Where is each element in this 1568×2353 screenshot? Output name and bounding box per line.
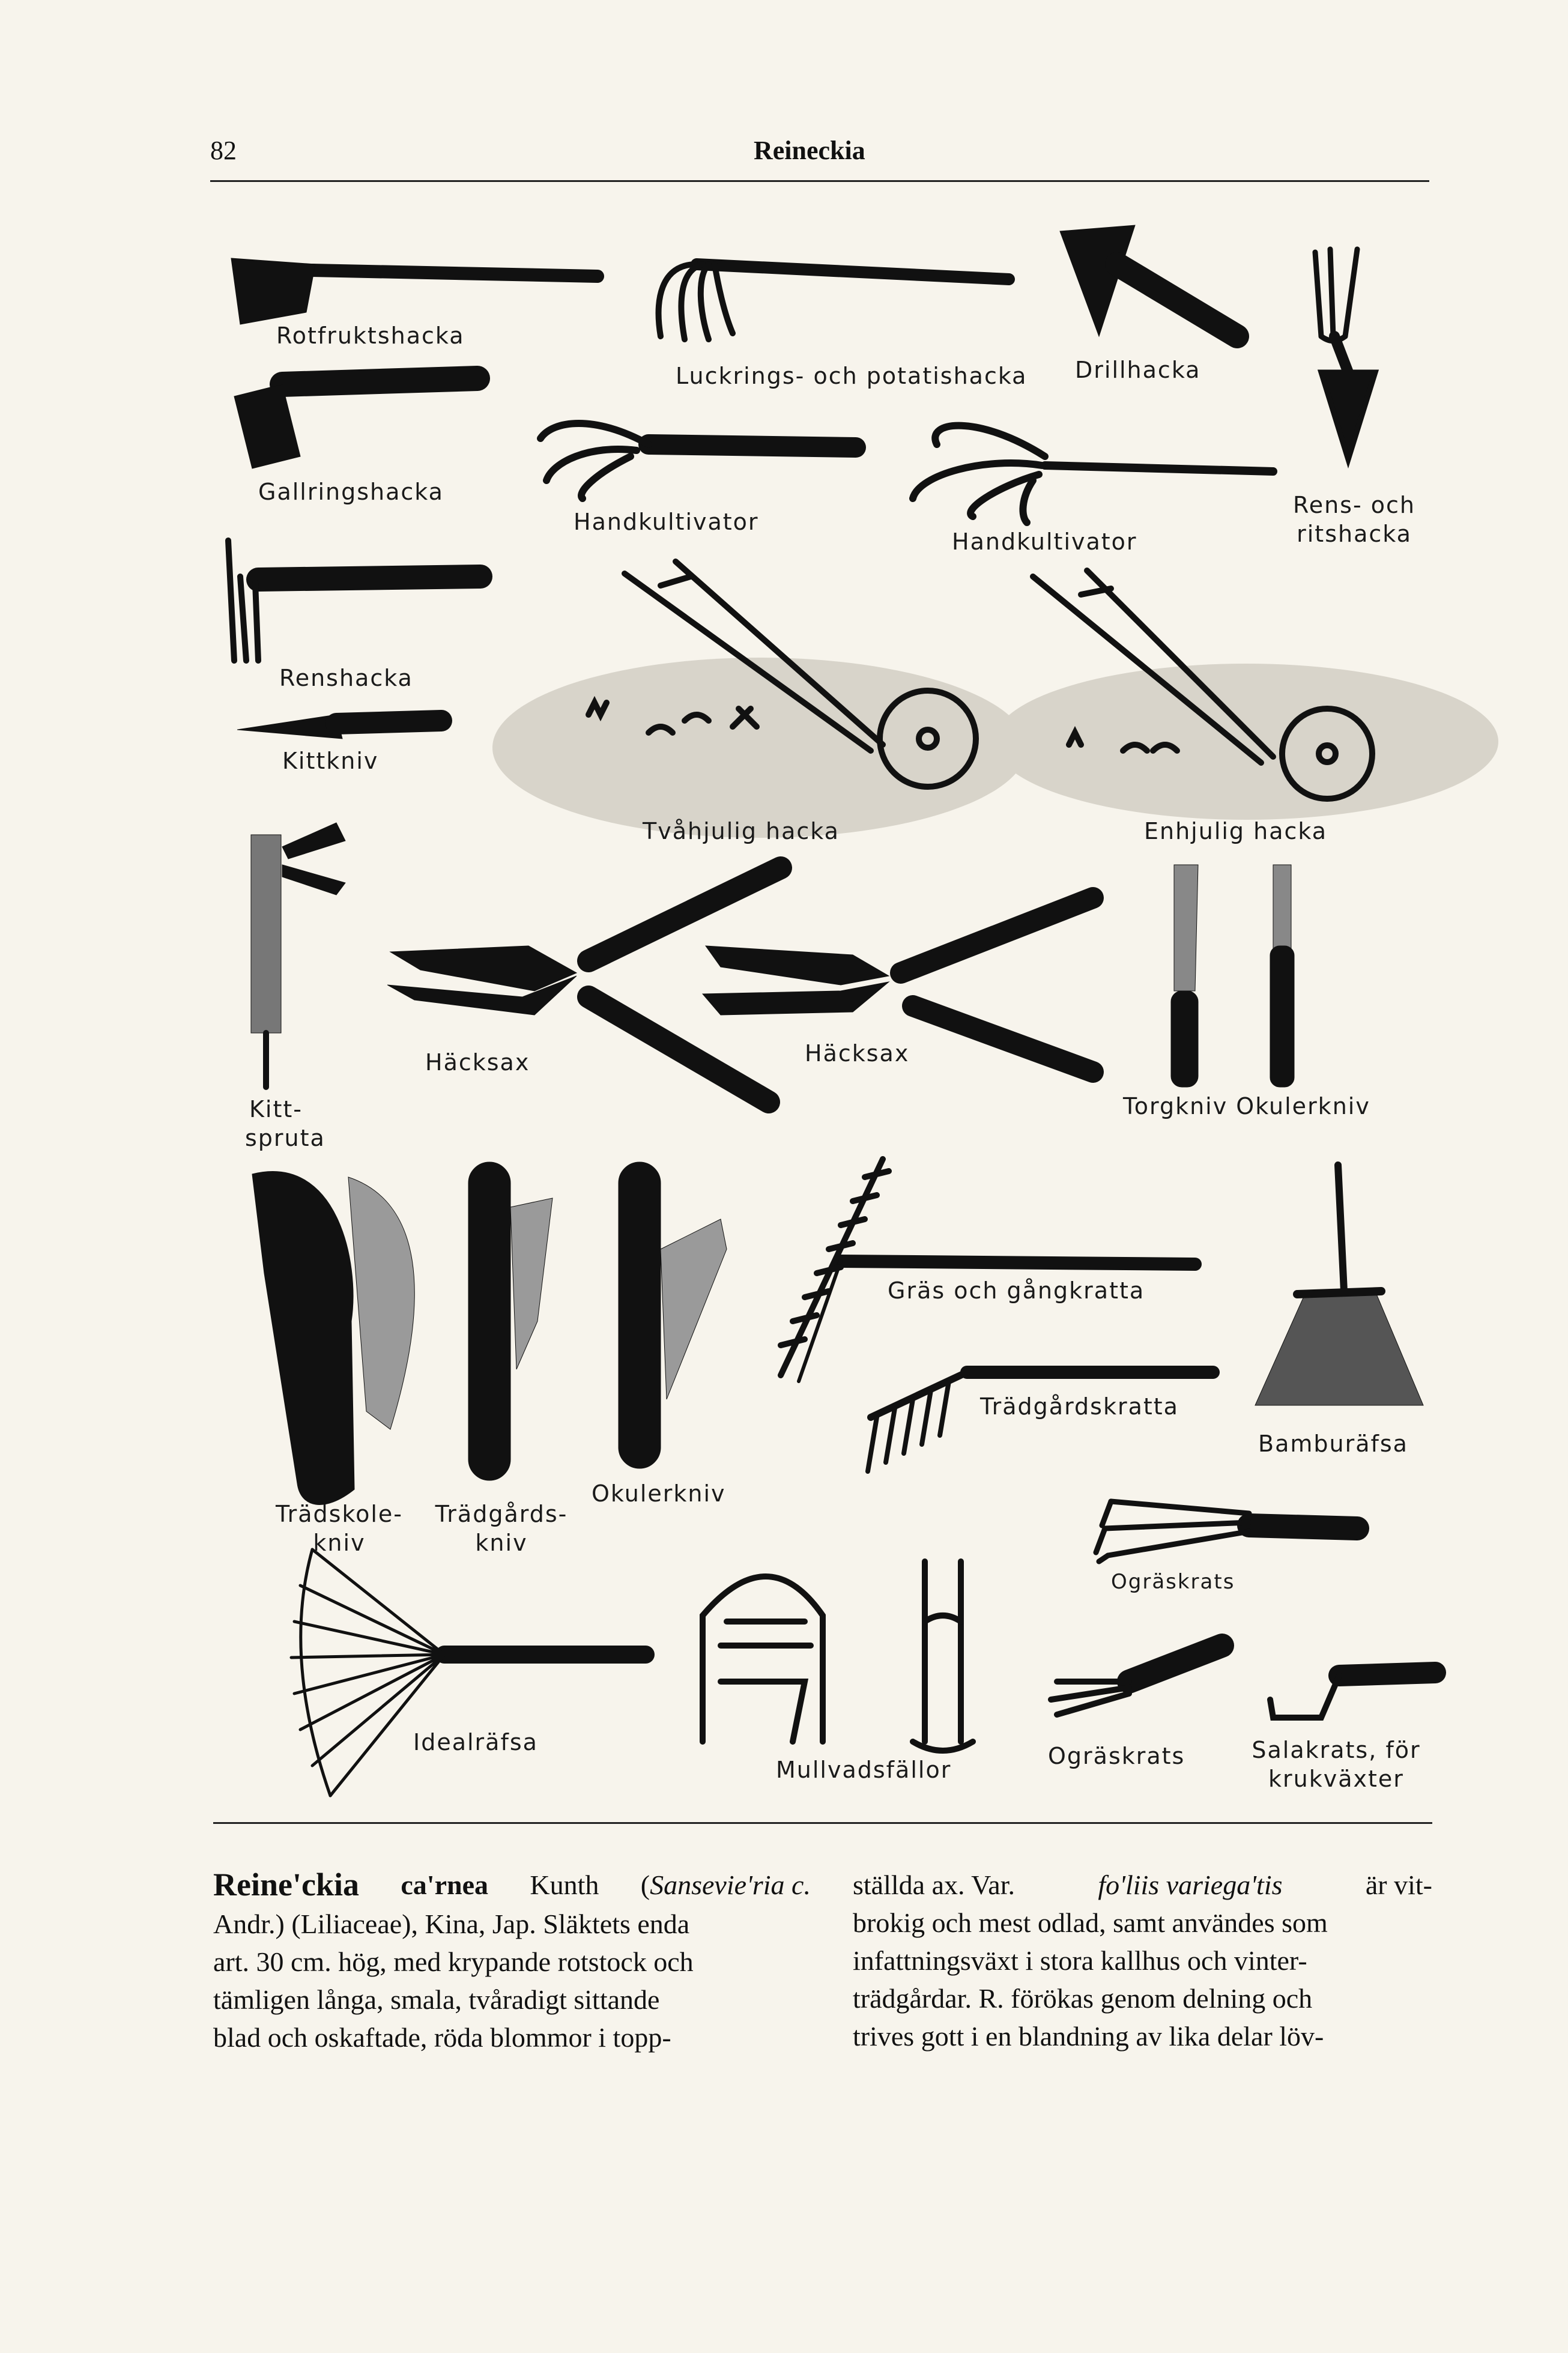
caption-enhjulig-hacka: Enhjulig hacka bbox=[1144, 818, 1328, 844]
caption-okulerkniv: Okulerkniv bbox=[592, 1480, 726, 1507]
okulerkniv-icon bbox=[619, 1162, 727, 1468]
caption-mullvadsfallor: Mullvadsfällor bbox=[776, 1757, 952, 1783]
enhjulig-hacka-icon bbox=[994, 571, 1498, 820]
ritshacka-icon bbox=[1315, 249, 1375, 459]
caption-ograskrats-1: Ogräskrats bbox=[1111, 1570, 1235, 1594]
article-first-line bbox=[213, 1866, 811, 1905]
renshacka-icon bbox=[228, 541, 480, 661]
article-line: trädgårdar. R. förökas genom delning och bbox=[853, 1983, 1313, 2014]
ograskrats-1-icon bbox=[1096, 1501, 1357, 1561]
headword: Reine'ckia bbox=[213, 1867, 359, 1903]
caption-spruta: spruta bbox=[245, 1125, 325, 1151]
caption-tradgards-kniv: kniv bbox=[475, 1530, 528, 1556]
running-title: Reineckia bbox=[754, 136, 865, 165]
species-epithet: ca'rnea bbox=[401, 1870, 488, 1900]
variety-name: fo'liis variega'tis bbox=[1098, 1870, 1283, 1900]
tradgardskniv-icon bbox=[468, 1162, 552, 1480]
caption-idealrafsa: Idealräfsa bbox=[413, 1729, 538, 1755]
caption-hacksax-1: Häcksax bbox=[425, 1049, 530, 1076]
rotfruktshacka-icon bbox=[231, 258, 598, 324]
tradgardskratta-icon bbox=[868, 1372, 1213, 1471]
caption-tvahjulig-hacka: Tvåhjulig hacka bbox=[643, 818, 840, 844]
caption-renshacka: Renshacka bbox=[279, 665, 413, 691]
kittkniv-icon bbox=[237, 715, 441, 739]
torgkniv-icon bbox=[1171, 865, 1198, 1087]
gangkratta-icon bbox=[781, 1159, 1195, 1381]
caption-torgkniv-okulerkniv: Torgkniv Okulerkniv bbox=[1123, 1093, 1370, 1119]
article-text: är vit- bbox=[1365, 1870, 1432, 1900]
bamburafsa-icon bbox=[1255, 1165, 1423, 1405]
gallringshacka-icon bbox=[234, 378, 477, 468]
caption-tradskole-kniv: kniv bbox=[313, 1530, 366, 1556]
tvahjulig-hacka-icon bbox=[492, 562, 1027, 838]
potatishacka-icon bbox=[659, 264, 1009, 339]
handkultivator-2-icon bbox=[913, 426, 1273, 522]
handkultivator-1-icon bbox=[540, 423, 856, 498]
idealrafsa-icon bbox=[291, 1549, 646, 1796]
kittspruta-icon bbox=[251, 823, 345, 1087]
caption-krukvaxter: krukväxter bbox=[1268, 1766, 1404, 1792]
article-line: art. 30 cm. hög, med krypande rotstock och bbox=[213, 1946, 694, 1977]
caption-tradgardskratta: Trädgårdskratta bbox=[980, 1393, 1179, 1420]
caption-luckrings-potatishacka: Luckrings- och potatishacka bbox=[676, 363, 1028, 389]
caption-rotfruktshacka: Rotfruktshacka bbox=[276, 323, 465, 349]
article-line: brokig och mest odlad, samt användes som bbox=[853, 1907, 1328, 1938]
caption-salakrats: Salakrats, för bbox=[1252, 1737, 1421, 1763]
article-line: blad och oskaftade, röda blommor i topp- bbox=[213, 2022, 671, 2053]
caption-bamburafsa: Bamburäfsa bbox=[1258, 1431, 1408, 1457]
caption-tradskole: Trädskole- bbox=[275, 1501, 403, 1527]
caption-gras-och-gangkratta: Gräs och gångkratta bbox=[888, 1277, 1145, 1304]
caption-ograskrats-2: Ogräskrats bbox=[1048, 1743, 1185, 1769]
caption-drillhacka: Drillhacka bbox=[1075, 357, 1201, 383]
article-column-2 bbox=[853, 1866, 1432, 2055]
illustration-rule bbox=[213, 1822, 1432, 1824]
article-line bbox=[853, 1866, 1432, 1904]
caption-rens-och: Rens- och bbox=[1293, 492, 1415, 518]
caption-gallringshacka: Gallringshacka bbox=[258, 479, 444, 505]
salakrats-icon bbox=[1270, 1673, 1435, 1718]
article-line: trives gott i en blandning av lika delar löv- bbox=[853, 2021, 1324, 2052]
author: Kunth bbox=[530, 1870, 599, 1900]
caption-ritshacka: ritshacka bbox=[1297, 521, 1412, 547]
caption-handkultivator-2: Handkultivator bbox=[952, 528, 1137, 555]
mullvadsfallor-icon bbox=[703, 1561, 973, 1751]
caption-kittkniv: Kittkniv bbox=[282, 748, 379, 774]
caption-kitt: Kitt- bbox=[249, 1096, 303, 1122]
drillhacka-icon bbox=[1060, 225, 1237, 336]
tradskolekniv-icon bbox=[252, 1172, 414, 1505]
article-column-1 bbox=[213, 1866, 811, 2056]
caption-hacksax-2: Häcksax bbox=[805, 1040, 910, 1067]
page-number: 82 bbox=[210, 136, 237, 165]
article-text: ställda ax. Var. bbox=[853, 1870, 1015, 1900]
synonym: Sansevie'ria c. bbox=[650, 1870, 811, 1900]
article-line: Andr.) (Liliaceae), Kina, Jap. Släktets enda bbox=[213, 1909, 690, 1939]
caption-handkultivator-1: Handkultivator bbox=[574, 509, 759, 535]
okulerkniv-small-icon bbox=[1270, 865, 1294, 1087]
synonym-paren: ( bbox=[640, 1870, 650, 1900]
article-line: tämligen långa, smala, tvåradigt sittande bbox=[213, 1984, 660, 2015]
article-line: infattningsväxt i stora kallhus och vinter- bbox=[853, 1945, 1307, 1976]
ograskrats-2-icon bbox=[1051, 1646, 1222, 1715]
caption-tradgards: Trädgårds- bbox=[435, 1501, 568, 1527]
